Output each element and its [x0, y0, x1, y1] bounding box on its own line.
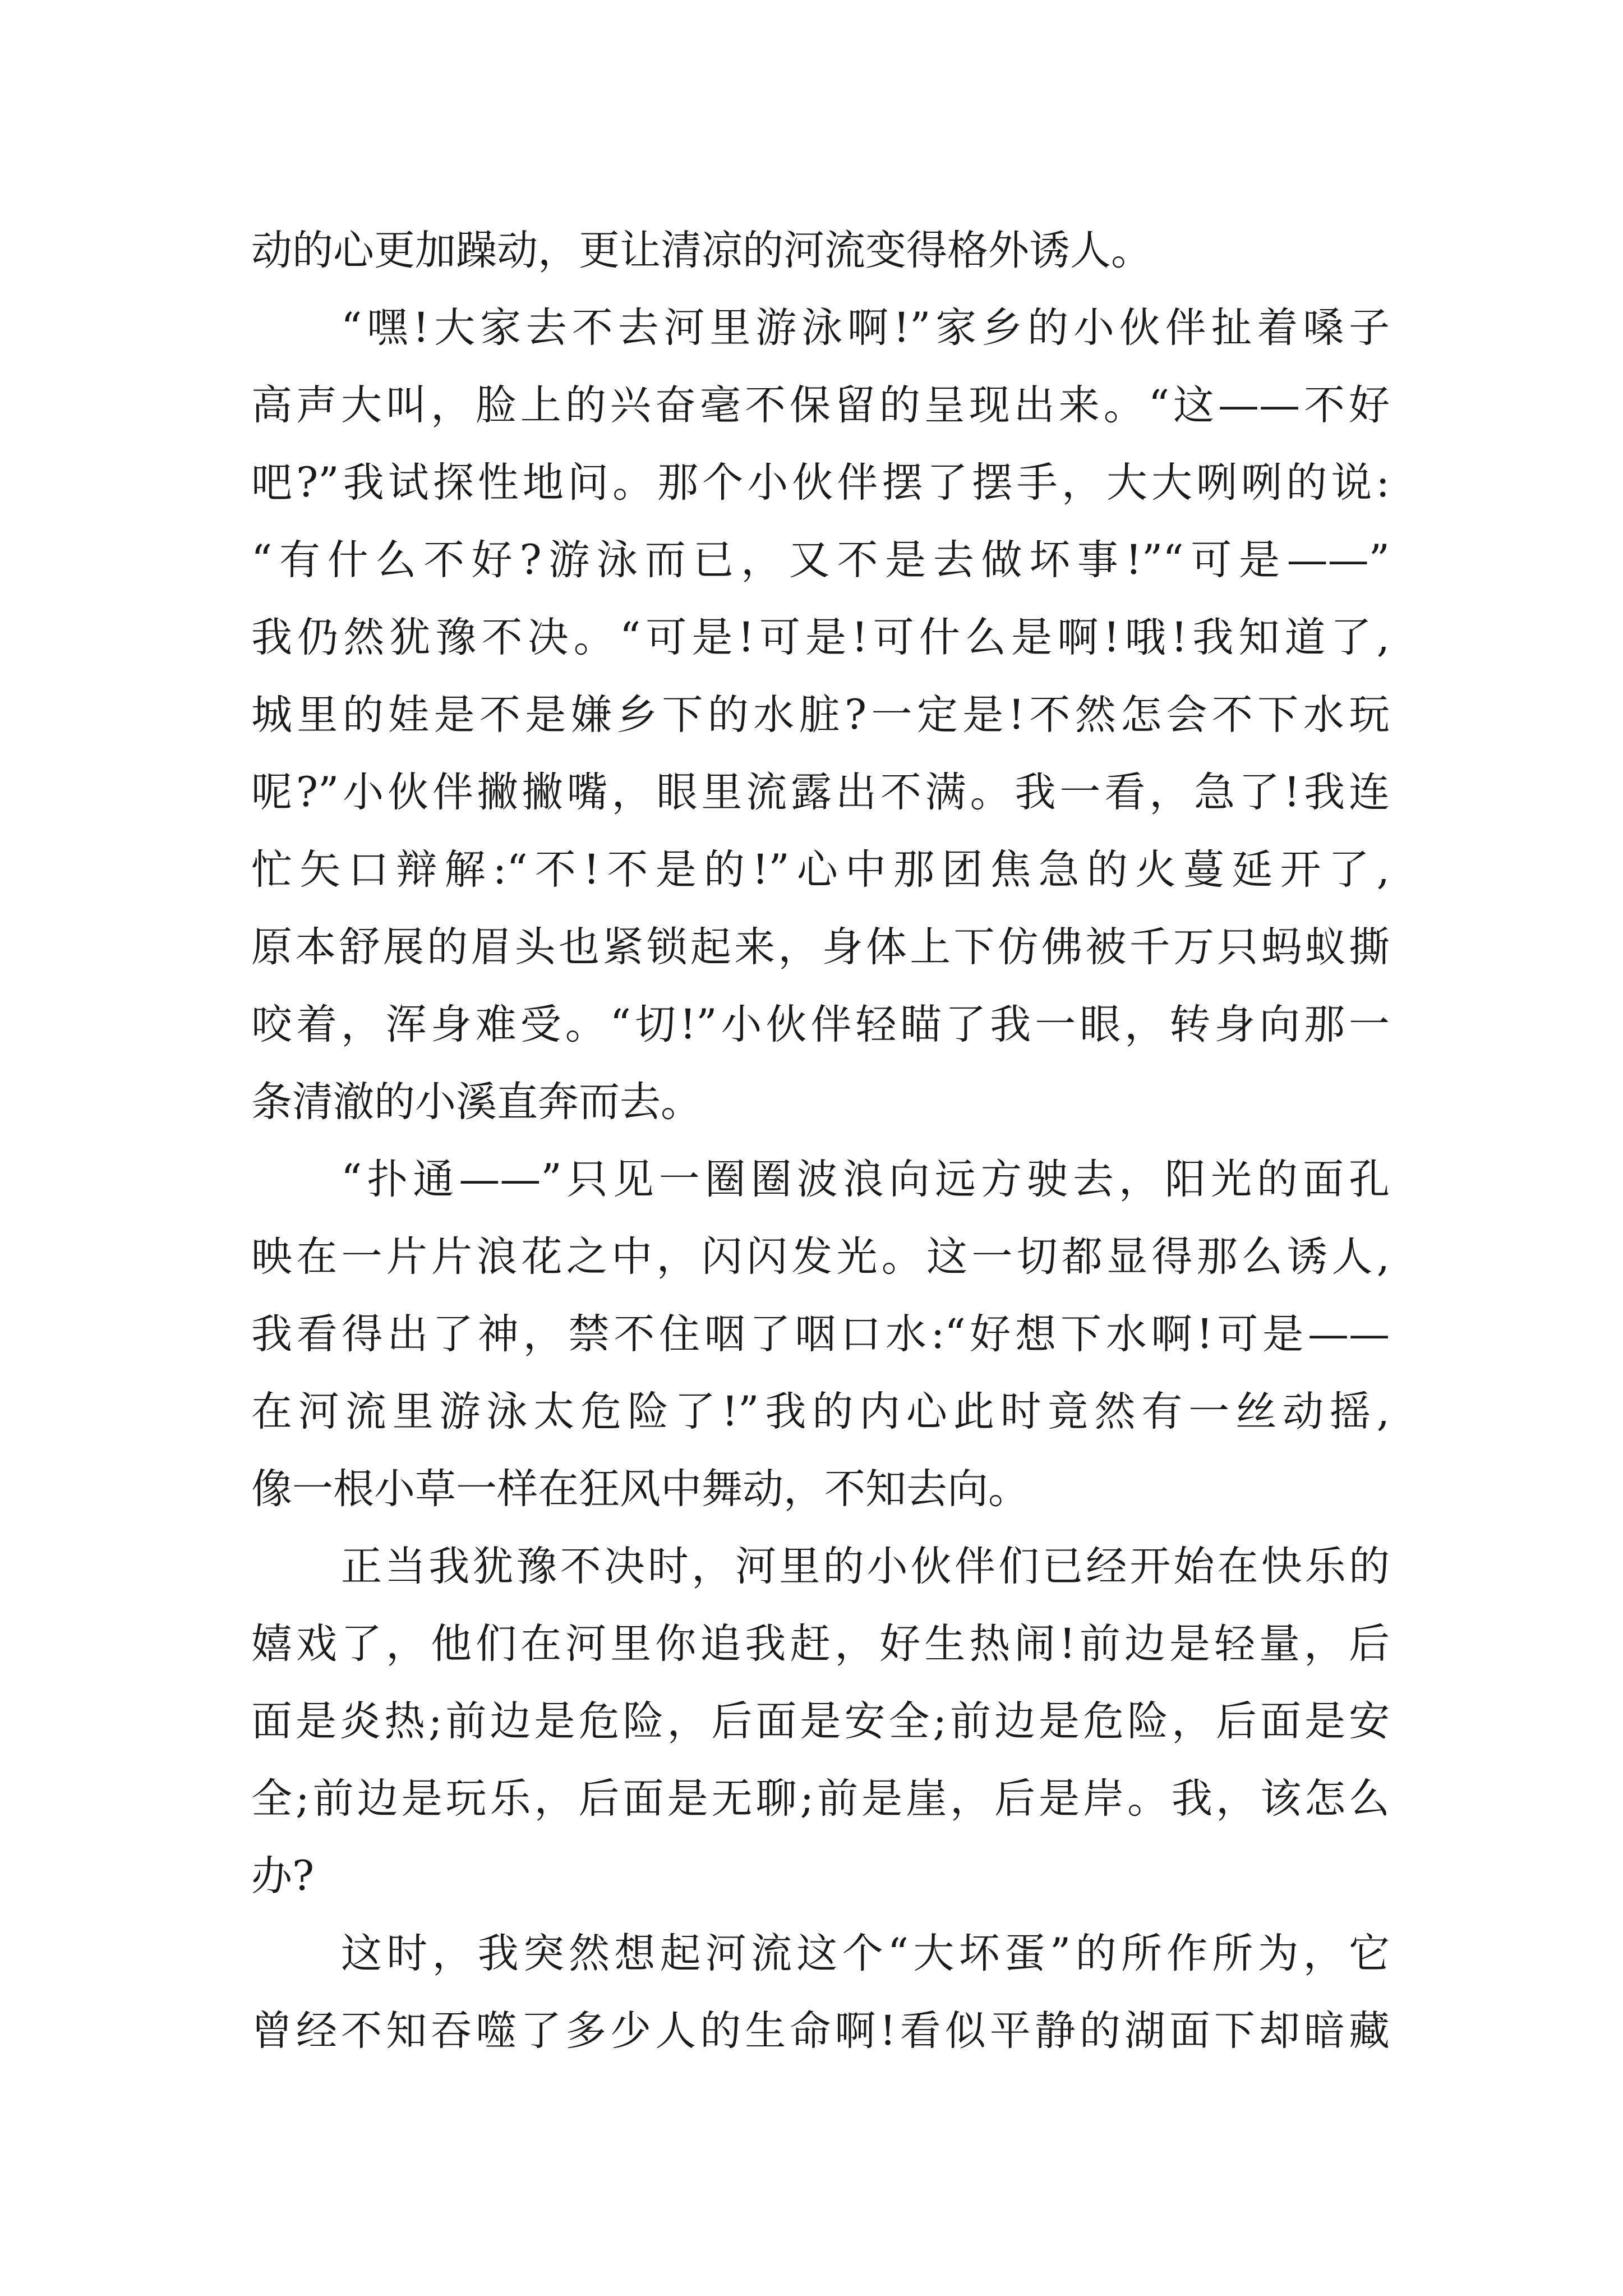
- text-line-content: “有什么不好?游泳而已，又不是去做坏事!”“可是——”: [251, 536, 1390, 584]
- text-line-content: 我看得出了神，禁不住咽了咽口水:“好想下水啊!可是——: [251, 1310, 1390, 1358]
- text-line: [251, 831, 1390, 909]
- text-line-content: 咬着，浑身难受。“切!”小伙伴轻瞄了我一眼，转身向那一: [251, 1001, 1390, 1048]
- text-line-content: “嘿!大家去不去河里游泳啊!”家乡的小伙伴扯着嗓子: [341, 304, 1390, 352]
- text-line: [251, 444, 1390, 522]
- text-line: [251, 677, 1390, 754]
- text-line-content: 嬉戏了，他们在河里你追我赶，好生热闹!前边是轻量，后: [251, 1620, 1390, 1668]
- text-line: [251, 212, 1390, 289]
- paragraph-last-line: [251, 1451, 1390, 1528]
- text-line: [251, 1683, 1390, 1760]
- text-line: [251, 1296, 1390, 1373]
- paragraph-first-line: [251, 289, 1390, 367]
- text-line-content: 原本舒展的眉头也紧锁起来，身体上下仿佛被千万只蚂蚁撕: [251, 923, 1390, 971]
- text-line-content: 呢?”小伙伴撇撇嘴，眼里流露出不满。我一看，急了!我连: [251, 769, 1390, 816]
- text-line-content: 城里的娃是不是嫌乡下的水脏?一定是!不然怎会不下水玩: [251, 691, 1390, 739]
- text-line: [251, 599, 1390, 677]
- paragraph-last-line: [251, 1838, 1390, 1915]
- text-line-content: “扑通——”只见一圈圈波浪向远方驶去，阳光的面孔: [341, 1156, 1390, 1203]
- text-line-content: 面是炎热;前边是危险，后面是安全;前边是危险，后面是安: [251, 1697, 1390, 1745]
- text-line-content: 高声大叫，脸上的兴奋毫不保留的呈现出来。“这——不好: [251, 381, 1390, 429]
- text-line: [251, 909, 1390, 986]
- text-line: [251, 1218, 1390, 1296]
- paragraph-last-line: [251, 1064, 1390, 1141]
- text-line-content: 在河流里游泳太危险了!”我的内心此时竟然有一丝动摇,: [251, 1388, 1390, 1435]
- article-body: [251, 212, 1390, 2070]
- text-line-content: 像一根小草一样在狂风中舞动，不知去向。: [251, 1465, 1029, 1513]
- text-line-content: 动的心更加躁动，更让清凉的河流变得格外诱人。: [251, 227, 1152, 274]
- text-line: [251, 1373, 1390, 1451]
- text-line-content: 办?: [251, 1852, 315, 1900]
- paragraph-first-line: [251, 1141, 1390, 1218]
- text-line: [251, 1605, 1390, 1683]
- text-line-content: 全;前边是玩乐，后面是无聊;前是崖，后是岸。我，该怎么: [251, 1775, 1390, 1823]
- text-line-content: 我仍然犹豫不决。“可是!可是!可什么是啊!哦!我知道了,: [251, 614, 1390, 661]
- text-line: [251, 1760, 1390, 1838]
- text-line: [251, 754, 1390, 831]
- text-line: [251, 367, 1390, 444]
- text-line-content: 忙矢口辩解:“不!不是的!”心中那团焦急的火蔓延开了,: [251, 846, 1390, 894]
- text-line-content: 这时，我突然想起河流这个“大坏蛋”的所作所为，它: [341, 1930, 1390, 1977]
- text-line-content: 映在一片片浪花之中，闪闪发光。这一切都显得那么诱人,: [251, 1233, 1390, 1281]
- text-line-content: 吧?”我试探性地问。那个小伙伴摆了摆手，大大咧咧的说:: [251, 459, 1390, 507]
- paragraph-first-line: [251, 1528, 1390, 1605]
- text-line: [251, 522, 1390, 599]
- text-line: [251, 1993, 1390, 2070]
- paragraph-first-line: [251, 1915, 1390, 1993]
- text-line: [251, 986, 1390, 1064]
- text-line-content: 正当我犹豫不决时，河里的小伙伴们已经开始在快乐的: [341, 1543, 1390, 1590]
- text-line-content: 条清澈的小溪直奔而去。: [251, 1078, 702, 1126]
- text-line-content: 曾经不知吞噬了多少人的生命啊!看似平静的湖面下却暗藏: [251, 2007, 1390, 2055]
